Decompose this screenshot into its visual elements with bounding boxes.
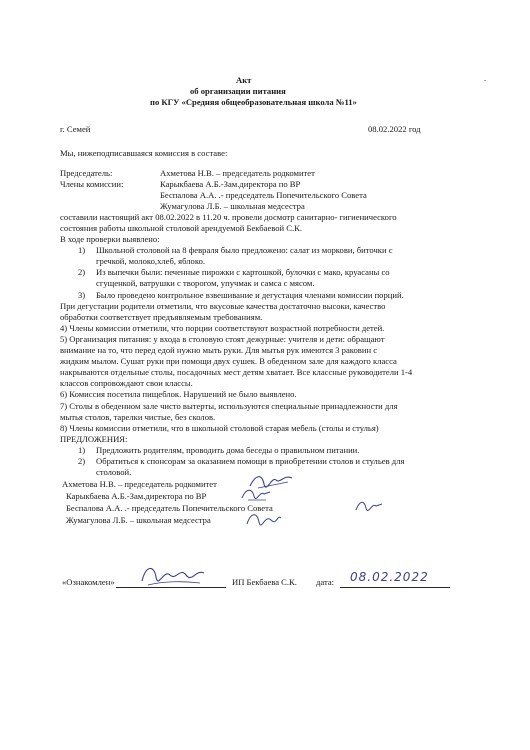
- item-3-line-1: Было проведено контрольное взвешивание и дегустация членами комиссии порций.: [96, 290, 404, 300]
- point-5-line-2: внимание на то, что перед едой нужно мыть руки. Для мытья рук имеются 3 раковин с: [60, 345, 378, 355]
- item-1-line-2: гречкой, молоко,хлеб, яблоко.: [96, 256, 206, 266]
- signature-scribble-2: [240, 486, 274, 504]
- proposal-2-line-1: Обратиться к спонсорам за оказанием помощи в приобретении столов и стульев для: [96, 456, 405, 466]
- doc-school: по КГУ «Средняя общеобразовательная школа №11»: [150, 97, 357, 107]
- acknowledged-name: ИП Бекбаева С.К.: [232, 577, 297, 587]
- item-2-line-2: сгущенкой, ватрушки с творогом, упучмак и самса с мясом.: [96, 278, 315, 288]
- doc-city: г. Семей: [60, 124, 91, 134]
- item-3-num: 3): [78, 290, 86, 300]
- acknowledged-date-label: дата:: [316, 577, 335, 587]
- point-5-line-3: жидким мылом. Сушат руки при помощи двух сушек. В обеденном зале для каждого класса: [60, 356, 397, 366]
- compiled-line-1: составили настоящий акт 08.02.2022 в 11.20 ч. провели досмотр санитарно- гигиенического: [60, 212, 397, 222]
- acknowledged-date-handwritten: 08.02.2022: [350, 570, 429, 584]
- point-7-line-1: 7) Столы в обеденном зале чисто вытерты, используются специальные принадлежности для: [60, 401, 398, 411]
- intro-line: Мы, нижеподписавшаяся комиссия в составе:: [60, 148, 228, 158]
- member-1: Карыкбаева А.Б.-Зам.директора по ВР: [160, 179, 301, 189]
- proposal-2-num: 2): [78, 456, 86, 466]
- corner-mark: .: [484, 73, 487, 83]
- proposal-1-line-1: Предложить родителям, проводить дома беседы о правильном питании.: [96, 445, 360, 455]
- signature-scribble-3: [354, 498, 384, 514]
- point-8: 8) Члены комиссии отметили, что в школьной столовой старая мебель (столы и стулья): [60, 423, 379, 433]
- point-7-line-2: мытья столов, тарелки чистые, без сколов.: [60, 412, 216, 422]
- signature-line-4: Жумагулова Л.Б. – школьная медсестра: [66, 515, 211, 525]
- signature-scribble-bekbaeva: [138, 563, 208, 589]
- doc-title: Акт: [236, 75, 252, 85]
- member-3: Жумагулова Л.Б. – школьная медсестра: [160, 201, 305, 211]
- proposals-label: ПРЕДЛОЖЕНИЯ:: [60, 434, 128, 444]
- point-6: 6) Комиссия посетила пищеблок. Нарушений не было выявлено.: [60, 389, 297, 399]
- item-1-num: 1): [78, 245, 86, 255]
- point-5-line-4: накрываются отдельные столы, посадочных мест детям хватает. Все классные руководители 1-4: [60, 367, 413, 377]
- proposal-1-num: 1): [78, 445, 86, 455]
- doc-subtitle: об организации питания: [190, 86, 286, 96]
- signature-scribble-4: [245, 510, 283, 528]
- point-4: 4) Члены комиссии отметили, что порции соответствуют возрастной потребности детей.: [60, 323, 385, 333]
- acknowledged-date-line: [340, 587, 450, 588]
- member-2: Беспалова А.А. .- председатель Попечительского Совета: [160, 190, 367, 200]
- found-line: В ходе проверки выявлено:: [60, 234, 160, 244]
- point-5-line-5: классов сопровождают свои классы.: [60, 378, 193, 388]
- tasting-line-1: При дегустации родители отметили, что вкусовые качества достаточно высоки, качество: [60, 301, 386, 311]
- point-5-line-1: 5) Организация питания: у входа в столовую стоят дежурные: учителя и дети: обращают: [60, 334, 385, 344]
- members-label: Члены комиссии:: [60, 179, 124, 189]
- item-2-line-1: Из выпечки были: печенные пирожки с картошкой, булочки с мако, круасаны со: [96, 267, 390, 277]
- item-2-num: 2): [78, 267, 86, 277]
- signature-line-1: Ахметова Н.В. – председатель родкомитет: [62, 479, 217, 489]
- chair-name: Ахметова Н.В. – председатель родкомитет: [160, 168, 315, 178]
- acknowledged-label: «Ознакомлен»: [62, 577, 115, 587]
- tasting-line-2: обработки соответствует предъявляемым требованиям.: [60, 312, 263, 322]
- proposal-2-line-2: столовой.: [96, 467, 132, 477]
- signature-line-3: Беспалова А.А. .- председатель Попечительского Совета: [66, 503, 273, 513]
- item-1-line-1: Школьной столовой на 8 февраля было предложено: салат из моркови, биточки с: [96, 245, 393, 255]
- signature-line-2: Карыкбаева А.Б.-Зам.директора по ВР: [66, 491, 207, 501]
- chair-label: Председатель:: [60, 168, 113, 178]
- doc-date: 08.02.2022 год: [368, 124, 421, 134]
- compiled-line-2: состояния работы школьной столовой арендуемой Бекбаевой С.К.: [60, 223, 303, 233]
